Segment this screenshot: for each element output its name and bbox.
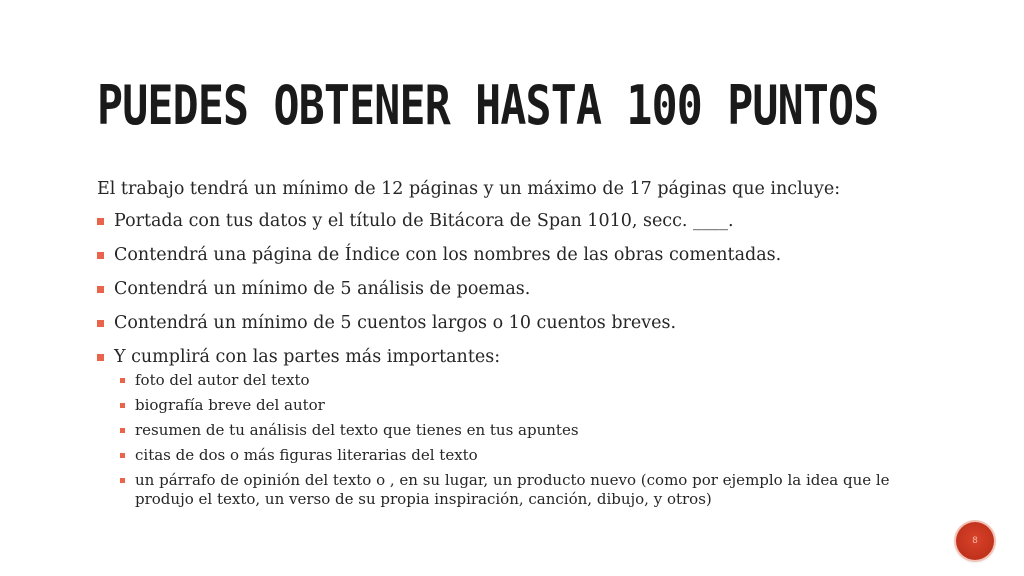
bullet-item (97, 244, 927, 266)
square-bullet-icon (120, 378, 125, 383)
slide-number: 8 (972, 536, 978, 546)
square-bullet-icon (97, 286, 104, 293)
sub-bullet-text: foto del autor del texto (135, 371, 310, 389)
square-bullet-icon (120, 453, 125, 458)
sub-bullet-list (114, 371, 927, 509)
bullet-text: Y cumplirá con las partes más importantes: (114, 347, 501, 367)
bullet-item (97, 346, 927, 509)
square-bullet-icon (120, 478, 125, 483)
square-bullet-icon (120, 428, 125, 433)
sub-bullet-text: citas de dos o más figuras literarias del texto (135, 446, 478, 464)
square-bullet-icon (120, 403, 125, 408)
sub-bullet-item (114, 471, 927, 509)
sub-bullet-item (114, 396, 927, 415)
sub-bullet-item (114, 446, 927, 465)
intro-text: El trabajo tendrá un mínimo de 12 páginas y un máximo de 17 páginas que incluye: (97, 179, 841, 199)
bullet-item (97, 312, 927, 334)
square-bullet-icon (97, 320, 104, 327)
bullet-text: Contendrá un mínimo de 5 análisis de poemas. (114, 279, 531, 299)
square-bullet-icon (97, 252, 104, 259)
sub-bullet-item (114, 421, 927, 440)
bullet-item (97, 278, 927, 300)
sub-bullet-text: biografía breve del autor (135, 396, 325, 414)
sub-bullet-text: resumen de tu análisis del texto que tienes en tus apuntes (135, 421, 579, 439)
square-bullet-icon (97, 218, 104, 225)
slide-content (97, 178, 927, 515)
sub-bullet-item (114, 371, 927, 390)
bullet-text: Contendrá una página de Índice con los nombres de las obras comentadas. (114, 245, 782, 265)
slide-title: PUEDES OBTENER HASTA 100 PUNTOS (97, 74, 879, 137)
slide-number-badge (956, 522, 994, 560)
sub-bullet-text: un párrafo de opinión del texto o , en su lugar, un producto nuevo (como por ejemplo la idea que le produjo el texto, un verso de su propia inspiración, canción, dibujo, y otros) (135, 471, 890, 508)
square-bullet-icon (97, 354, 104, 361)
bullet-text: Contendrá un mínimo de 5 cuentos largos o 10 cuentos breves. (114, 313, 677, 333)
bullet-item (97, 210, 927, 232)
bullet-text: Portada con tus datos y el título de Bitácora de Span 1010, secc. ____. (114, 211, 734, 231)
bullet-list (97, 210, 927, 509)
